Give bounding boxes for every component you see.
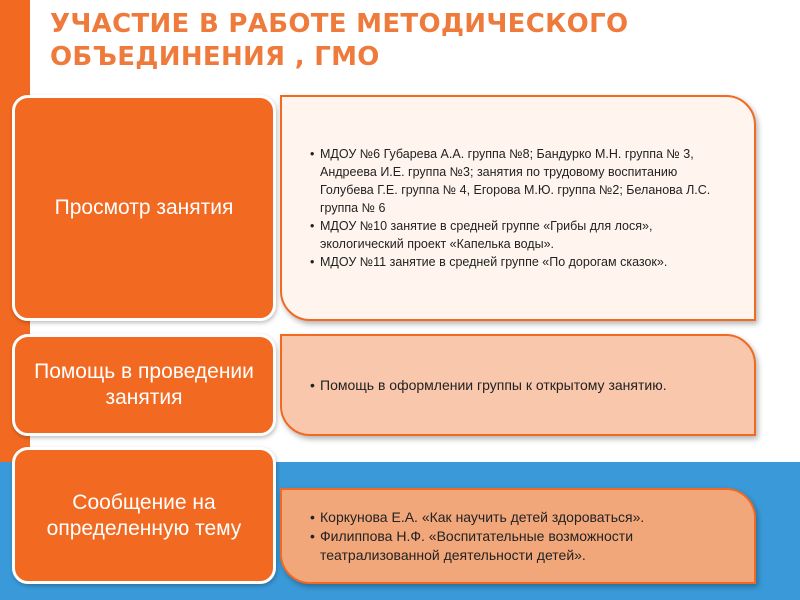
row-content-assistance	[280, 334, 756, 436]
list-item: • Коркунова Е.А. «Как научить детей здороваться».	[310, 508, 718, 527]
list-item: • МДОУ №10 занятие в средней группе «Грибы для лося», экологический проект «Капелька воды».	[310, 217, 718, 253]
row-label-report: Сообщение на определенную тему	[12, 447, 276, 584]
slide-title: УЧАСТИЕ В РАБОТЕ МЕТОДИЧЕСКОГО ОБЪЕДИНЕНИЯ , ГМО	[50, 9, 629, 72]
list-item: • МДОУ №11 занятие в средней группе «По дорогам сказок».	[310, 253, 718, 271]
row-label-viewing: Просмотр занятия	[12, 95, 276, 321]
list-item: • МДОУ №6 Губарева А.А. группа №8; Бандурко М.Н. группа № 3, Андреева И.Е. группа №3; занятия по трудовому воспитанию Голубева Г.Е. группа № 4, Егорова М.Ю. группа №2; Беланова Л.С. группа № 6	[310, 145, 718, 217]
list-item: • Помощь в оформлении группы к открытому занятию.	[310, 376, 667, 395]
row-label-assistance: Помощь в проведении занятия	[12, 334, 276, 436]
list-item: • Филиппова Н.Ф. «Воспитательные возможности театрализованной деятельности детей».	[310, 527, 718, 565]
row-content-report	[280, 488, 756, 584]
bullet-list	[310, 145, 718, 271]
bullet-list	[310, 508, 718, 565]
row-content-viewing	[280, 95, 756, 321]
bullet-list	[310, 376, 667, 395]
